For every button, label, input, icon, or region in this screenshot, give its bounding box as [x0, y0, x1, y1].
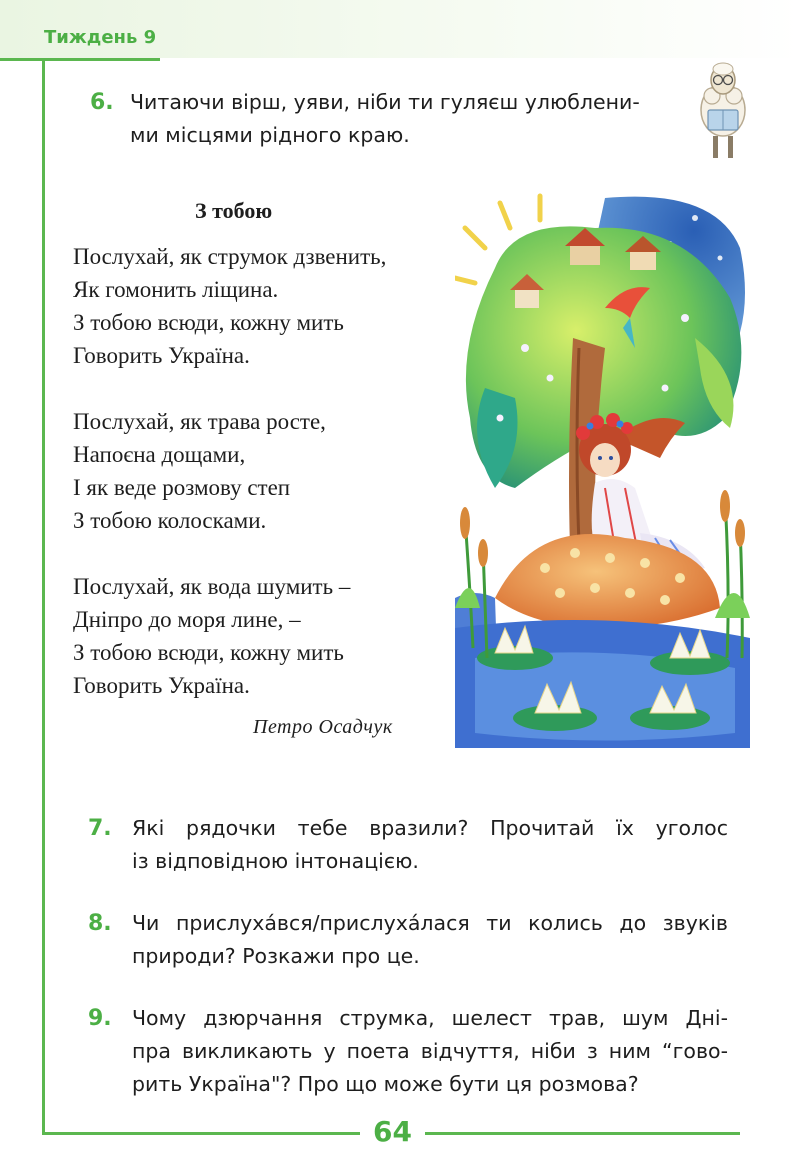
task-text-line: ми місцями рідного краю.	[130, 123, 410, 147]
task-text-line: Чому дзюрчання струмка, шелест трав, шум Дні-	[132, 1006, 728, 1030]
task-text-line: із відповідною інтонацією.	[132, 849, 419, 873]
poem-line: Говорить Україна.	[73, 673, 250, 698]
footer-rule-right	[425, 1132, 740, 1135]
poem-line: Як гомонить ліщина.	[73, 277, 279, 302]
poem-line: Напоєна дощами,	[73, 442, 246, 467]
task-text-line: природи? Розкажи про це.	[132, 944, 420, 968]
poem-author: Петро Осадчук	[253, 716, 393, 738]
task-text-line: Які рядочки тебе вразили? Прочитай їх уголос	[132, 816, 728, 840]
poem-title: З тобою	[195, 198, 273, 223]
girl-under-tree-illustration	[455, 188, 750, 748]
task-number: 9.	[88, 1006, 112, 1031]
poem-body	[73, 240, 386, 702]
week-label: Тиждень 9	[44, 27, 157, 48]
poem-line: Послухай, як вода шумить –	[73, 574, 351, 599]
poem-line: І як веде розмову степ	[73, 475, 291, 500]
left-margin-rule	[42, 58, 45, 1134]
task-text-line: пра викликають у поета відчуття, ніби з ним “гово-	[132, 1039, 728, 1063]
poem-line: Послухай, як трава росте,	[73, 409, 326, 434]
task-8	[88, 907, 728, 973]
poem-line: З тобою всюди, кожну мить	[73, 310, 344, 335]
page-number: 64	[373, 1115, 412, 1148]
task-text-line: Чи прислуха́вся/прислуха́лася ти колись до звуків	[132, 911, 728, 935]
task-7	[88, 812, 728, 878]
sheep-reading-book-icon	[692, 58, 754, 166]
poem-line: Дніпро до моря лине, –	[73, 607, 301, 632]
poem-line: Говорить Україна.	[73, 343, 250, 368]
task-number: 6.	[90, 90, 114, 115]
poem-line: Послухай, як струмок дзвенить,	[73, 244, 387, 269]
task-text-line: Читаючи вірш, уяви, ніби ти гуляєш улюблени-	[130, 90, 640, 114]
poem-line: З тобою колосками.	[73, 508, 267, 533]
poem-line: З тобою всюди, кожну мить	[73, 640, 344, 665]
task-9	[88, 1002, 728, 1101]
task-6	[90, 86, 680, 152]
task-text-line: рить Україна"? Про що може бути ця розмова?	[132, 1072, 639, 1096]
top-rule	[0, 58, 160, 61]
task-number: 7.	[88, 816, 112, 841]
footer-rule-left	[42, 1132, 360, 1135]
task-number: 8.	[88, 911, 112, 936]
